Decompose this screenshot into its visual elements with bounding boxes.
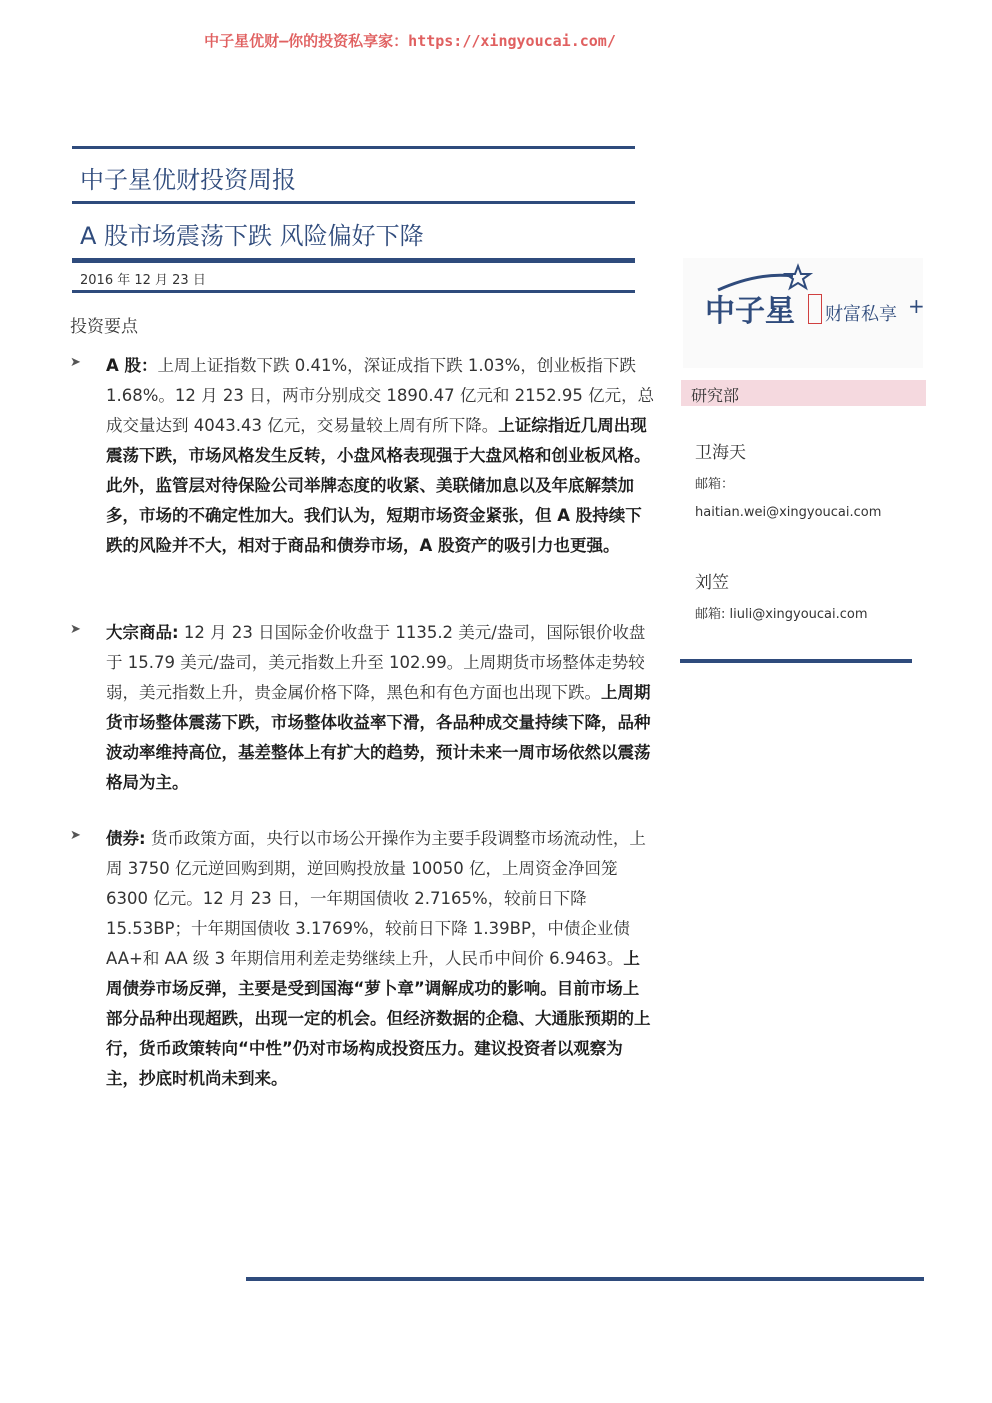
- bullet-text: [106, 618, 655, 798]
- logo-plus: +: [908, 294, 925, 318]
- bullet-label: A 股：: [106, 356, 158, 375]
- company-logo: [683, 258, 923, 368]
- dept-bar: [681, 380, 926, 406]
- author-email[interactable]: haitian.wei@xingyoucai.com: [695, 505, 882, 520]
- dept-label: 研究部: [691, 386, 740, 405]
- section-label-key-points: 投资要点: [70, 317, 138, 337]
- author-email[interactable]: 邮箱: liuli@xingyoucai.com: [695, 607, 868, 622]
- title-bottom-rule: [72, 201, 635, 204]
- bullet-label: 大宗商品:: [106, 623, 179, 642]
- bullet-emphasis: 上证综指近几周出现震荡下跌，市场风格发生反转，小盘风格表现强于大盘风格和创业板风格。此外，监管层对待保险公司举牌态度的收紧、美联储加息以及年底解禁加多，市场的不确定性加大。我们认为，短期市场资金紧张，但 A 股持续下跌的风险并不大，相对于商品和债券市场，A 股资产的吸引力也更强。: [106, 416, 651, 555]
- report-date: 2016 年 12 月 23 日: [80, 273, 206, 288]
- bullet-a-shares: [70, 351, 655, 561]
- bullet-body: 上周上证指数下跌 0.41%，深证成指下跌 1.03%，创业板指下跌 1.68%。12 月 23 日，两市分别成交 1890.47 亿元和 2152.95 亿元，总成交量达到 4043.43 亿元，交易量较上周有所下降。: [106, 356, 655, 435]
- bullet-body: 12 月 23 日国际金价收盘于 1135.2 美元/盎司，国际银价收盘于 15.79 美元/盎司，美元指数上升至 102.99。上周期货市场整体走势较弱，美元指数上升，贵金属价格下降，黑色和有色方面也出现下跌。: [106, 623, 646, 702]
- bullet-emphasis: 上周债券市场反弹，主要是受到国海“萝卜章”调解成功的影响。目前市场上部分品种出现超跌，出现一定的机会。但经济数据的企稳、大通胀预期的上行，货币政策转向“中性”仍对市场构成投资压力。建议投资者以观察为主，抄底时机尚未到来。: [106, 949, 651, 1088]
- headline: A 股市场震荡下跌 风险偏好下降: [80, 222, 424, 250]
- logo-sub-text: 财富私享: [825, 304, 897, 325]
- report-title: 中子星优财投资周报: [80, 166, 296, 194]
- title-top-rule: [72, 146, 635, 149]
- bullet-body: 货币政策方面，央行以市场公开操作为主要手段调整市场流动性，上周 3750 亿元逆回购到期，逆回购投放量 10050 亿，上周资金净回笼 6300 亿元。12 月 23 日，一年期国债收 2.7165%，较前日下降 15.53BP；十年期国债收 3.1769%，较前日下降 1.39BP，中债企业债 AA+和 AA 级 3 年期信用利差走势继续上升，人民币中间价 6.9463。: [106, 829, 646, 968]
- bullet-emphasis: 上周期货市场整体震荡下跌，市场整体收益率下滑，各品种成交量持续下降，品种波动率维持高位，基差整体上有扩大的趋势，预计未来一周市场依然以震荡格局为主。: [106, 683, 651, 792]
- bullet-commodities: [70, 618, 655, 798]
- date-bottom-rule: [72, 290, 635, 293]
- footer-rule: [246, 1277, 924, 1281]
- author-name: 刘笠: [695, 573, 729, 593]
- logo-seal: [808, 294, 822, 324]
- chevron-right-icon: ➤: [70, 828, 81, 843]
- author-name: 卫海天: [695, 443, 746, 463]
- watermark-banner: 中子星优财—你的投资私享家：https://xingyoucai.com/: [204, 32, 616, 50]
- chevron-right-icon: ➤: [70, 355, 81, 370]
- email-label: 邮箱：: [695, 477, 735, 492]
- bullet-text: [106, 824, 655, 1094]
- bullet-bonds: [70, 824, 655, 1094]
- logo-main-text: 中子星: [705, 294, 795, 329]
- headline-bottom-rule: [72, 258, 635, 263]
- chevron-right-icon: ➤: [70, 622, 81, 637]
- bullet-label: 债券:: [106, 829, 146, 848]
- sidebar-bottom-rule: [680, 659, 912, 663]
- bullet-text: [106, 351, 655, 561]
